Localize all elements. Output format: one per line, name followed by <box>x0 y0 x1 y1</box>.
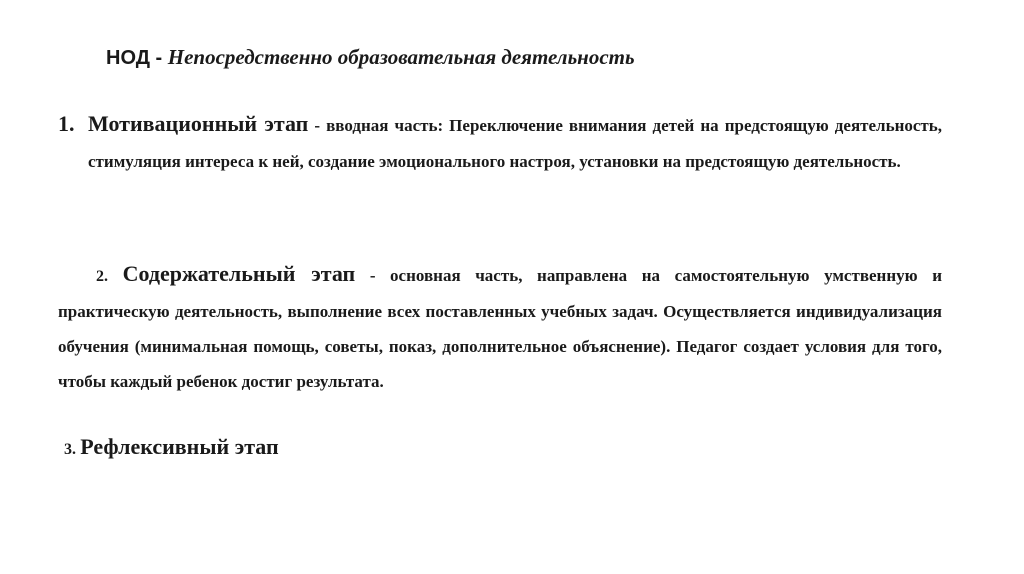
title-dash: - <box>149 47 168 69</box>
section-number: 1. <box>58 111 75 136</box>
page-title <box>106 42 635 73</box>
section-number: 3. <box>64 441 76 458</box>
title-abbreviation: НОД <box>106 47 150 69</box>
section-content-stage <box>58 256 942 399</box>
title-full-name: Непосредственно образовательная деятельность <box>167 45 635 69</box>
section-heading: Содержательный этап <box>122 261 356 286</box>
section-text: - вводная часть: Переключение внимания детей на предстоящую деятельность, стимуляция интереса к ней, создание эмоционального настроя, установки на предстоящую деятельность. <box>88 116 943 171</box>
section-text: - основная часть, направлена на самостоятельную умственную и практическую деятельность, выполнение всех поставленных учебных задач. Осуществляется индивидуализация обучения (минимальная помощь, советы, показ, дополнительное объяснение). Педагог создает условия для того, чтобы каждый ребенок достиг результата. <box>58 266 943 391</box>
section-heading: Мотивационный этап <box>88 111 309 136</box>
section-heading: Рефлексивный этап <box>80 434 279 459</box>
section-number: 2. <box>96 268 108 285</box>
section-motivational-stage <box>58 106 942 180</box>
section-reflexive-stage <box>64 430 464 467</box>
